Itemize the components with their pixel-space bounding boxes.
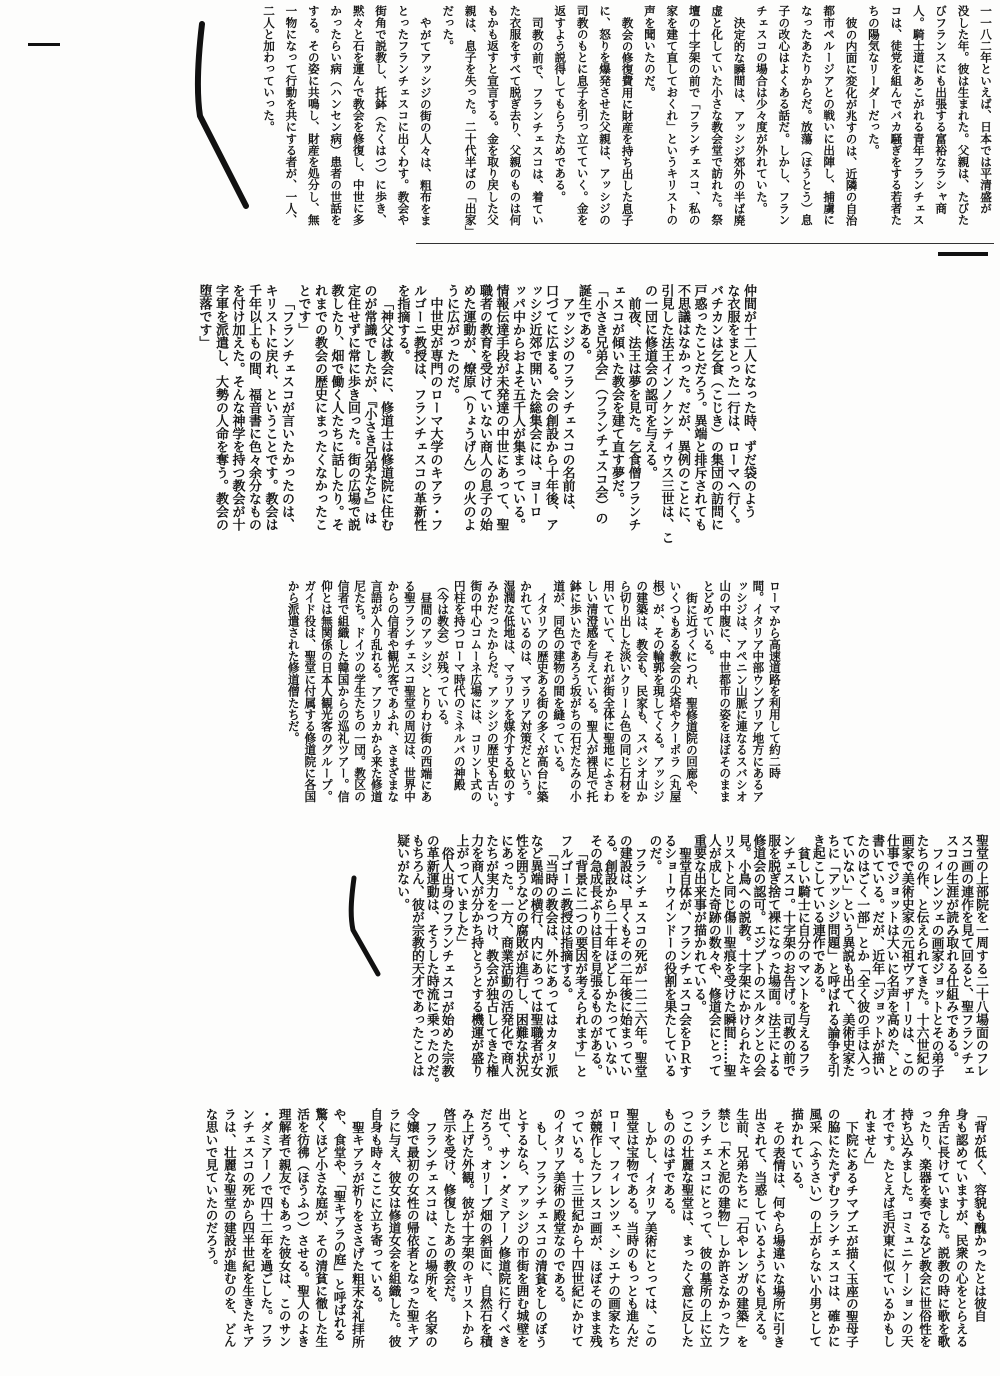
text-column: もののはずである。 (660, 1108, 676, 1222)
dash-mark (938, 252, 988, 256)
text-column: ちに「アッシジ問題」と呼ばれる論争を引 (824, 834, 840, 1078)
text-column: たちが実力をつけ、教会が独占してきた権 (483, 834, 499, 1078)
text-column: 一一八二年といえば、日本では平清盛が (979, 5, 993, 214)
text-column: 「背景に二つの要因が考えられます」と (572, 846, 588, 1078)
article-block-top (257, 5, 997, 241)
text-column: 間。イタリア中部ウンブリア地方にあるア (751, 580, 766, 803)
text-column: ンチェスコの死から四半世紀を生きたキア (240, 1108, 256, 1348)
text-column: フルゴーニ教授は指摘する。 (557, 834, 573, 1001)
text-column: ら切り出した淡いクリーム色の同じ石材を (618, 580, 633, 803)
text-column: 人が成した奇跡の数々や、修道会にとって (705, 834, 721, 1078)
text-column: た衣服をすべて脱ぎ去り、父親のものは何 (508, 5, 523, 226)
text-column: 啓示を受け、修復したあの教会だ。 (441, 1108, 457, 1310)
text-column: 決定的な瞬間は、アッシジ郊外の半ば廃 (732, 16, 747, 226)
text-column: リストと同じ傷＝聖痕を受けた瞬間……聖 (720, 834, 736, 1078)
text-column: ローマ、フィレンツェ、シエナの画家たち (606, 1108, 622, 1348)
dash-mark (28, 43, 60, 46)
text-column: など異端の横行、内にあっては聖職者が女 (527, 834, 543, 1078)
text-column: 司教の前で、フランチェスコは、着てい (530, 16, 545, 226)
text-column: ランチェスコにとって、彼の墓所の上に立 (697, 1108, 713, 1348)
text-column: る聖フランチェスコ聖堂の周辺は、世界中 (402, 580, 417, 803)
paragraph (646, 834, 691, 1096)
text-column: 描かれている。 (789, 1108, 805, 1197)
paragraph (294, 284, 393, 554)
text-column: 街角で説教し、托鉢（たくはつ）に歩き、 (374, 5, 389, 226)
text-column: やがてアッシジの街の人々は、粗布をま (418, 16, 433, 226)
text-column: しかし、イタリア美術にとっては、この (642, 1120, 658, 1348)
text-column: 自身も時々ここに立ち寄っている。 (368, 1108, 384, 1310)
text-column: 円柱を持つローマ時代のミネルバの神殿 (452, 580, 467, 791)
text-column: 誕生である。 (576, 284, 591, 362)
text-column: 「背が低く、容貌も醜かったとは彼自 (972, 1108, 987, 1323)
text-column: とするなら、アッシジの市街を囲む城壁を (514, 1108, 530, 1348)
text-column: もし、フランチェスコの清貧をしのぼう (532, 1120, 548, 1348)
paragraph (751, 5, 863, 241)
paragraph (942, 834, 987, 1096)
text-column: の一団に修道会の認可を与える。 (642, 284, 657, 479)
text-column: 画家で美術史家の元祖ヴァザーリは、この (898, 834, 914, 1078)
text-column: もちろん、彼が宗教的天才であったことは (408, 834, 424, 1078)
paragraph (201, 1108, 366, 1370)
text-column: 言語が入り乱れる。アフリカから来た修道 (369, 580, 384, 803)
text-column: 風采（ふうさい）の上がらない小男として (807, 1108, 823, 1348)
text-column: 声を聞いたのだ。 (642, 5, 657, 98)
text-column: 貧しい騎士に自分のマントを与えるフラ (794, 846, 810, 1078)
text-column: だった。 (441, 5, 456, 52)
text-column: 都市ペルージアとの戦いに出陣し、捕虜に (822, 5, 837, 226)
paragraph (639, 5, 751, 241)
text-column: 教したり、畑で働く人たちに話したり。そ (328, 284, 344, 531)
text-column: その表情は、何やら場違いな場所に引き (770, 1120, 786, 1348)
text-column: 禁じ「木と泥の建物」しか許さなかったフ (715, 1108, 731, 1348)
text-column: っている。十三世紀から十四世紀にかけて (569, 1108, 585, 1348)
text-column: 司教のもとに息子を引っ立てていく。金を (575, 5, 590, 226)
text-column: アッシジのフランチェスコの名前は、 (559, 297, 575, 518)
paragraph (453, 834, 557, 1096)
text-column: 書いている。だが、近年「ジョットが描い (869, 834, 885, 1078)
text-column: 壇の十字架の前で「フランチェスコ、私の (687, 5, 702, 226)
text-column: ルゴーニ教授は、フランチェスコの革新性 (411, 284, 426, 531)
paragraph (549, 1108, 659, 1370)
text-column: るショーウインドーの役割を果たしている (661, 834, 677, 1078)
text-column: びフランスにも出張する富裕なラシャ商 (934, 5, 949, 214)
text-column: フランチェスコは、この場所を、名家の (423, 1120, 439, 1348)
text-column: その急成長ぶりは目を見張るものがある。 (587, 834, 603, 1078)
text-column: 人。騎士道にあこがれる青年フランチェス (911, 5, 926, 226)
text-column: いくつもある教会の尖塔やクーポラ（丸屋 (668, 580, 683, 803)
text-column: 一物になって行動を共にする者が、一人、 (284, 5, 299, 226)
text-column: ッシジは、アペニン山脈に連なるスバシオ (734, 580, 749, 803)
text-column: ちの陽気なリーダーだった。 (866, 5, 881, 156)
text-column: 職者の教育を受けていない商人の息子の始 (477, 284, 492, 531)
text-column: キリストに戻れ、ということです。教会は (262, 284, 278, 531)
text-column: だろう。オリーブ畑の斜面に、自然石を積 (477, 1108, 493, 1348)
paragraph (393, 284, 443, 554)
text-column: 根）が、その輪郭を現してくる。アッシジ (651, 580, 666, 803)
text-column: かったらい病（ハンセン病）患者の世話を (329, 5, 344, 226)
text-column: する。その姿に共鳴し、財産を処分し、無 (306, 5, 321, 226)
text-column: 修道会の認可。エジプトのスルタンとの会 (750, 834, 766, 1078)
text-column: 教会の修復費用に財産を持ち出した息子 (620, 16, 635, 226)
paragraph (435, 580, 551, 820)
article-block-bottom (201, 1108, 988, 1370)
text-column: ッパ中からおよそ五千人が集まっている。 (510, 284, 525, 531)
text-column: かれているのは、マラリア対策だという。 (519, 580, 534, 803)
text-column: 「小さき兄弟会」（フランチェスコ会）の (592, 284, 608, 525)
paragraph (437, 5, 549, 241)
text-column: たのはごく一部」とか「全く彼の手は入っ (854, 834, 870, 1078)
text-column: る。創設から二十年ほどしかたっていない (601, 834, 617, 1078)
text-column: なったあたりからだ。放蕩（ほうとう）息 (799, 5, 814, 226)
text-column: 引見した法王インノケンティウス三世は、こ (658, 284, 674, 544)
text-column: みかだったからだ。アッシジの歴史も古い。 (485, 580, 500, 814)
text-column: スコの生涯が読み取れる仕組みである。 (943, 834, 959, 1065)
text-column: （今は教会）が残っている。 (436, 580, 451, 733)
text-column: 性を囲うなどの腐敗が進行し、困難な状況 (512, 834, 528, 1078)
text-column: 仰とは無関係の日本人観光客のグループ。 (319, 580, 334, 803)
text-column: 戸惑ったことだろう。異端と排斥されても (691, 284, 707, 531)
text-column: 仕事でジョットは大いに名声を高めた、と (883, 834, 899, 1078)
paragraph (641, 284, 757, 554)
text-column: から派遣された修道僧たちだ。 (286, 580, 301, 744)
text-column: 没した年。彼は生まれた。父親は、たびた (956, 5, 971, 226)
text-column: み上げた外観。彼が十字架のキリストから (459, 1108, 475, 1348)
text-column: のが常識でしたが、『小さき兄弟たち』は (361, 284, 377, 525)
text-column: 定住せずに常に歩き回った。街の広場で説 (345, 284, 360, 531)
text-column: バチカンは乞食（こじき）の集団の訪問に (708, 284, 723, 531)
text-column: 疑いがない。 (394, 834, 410, 911)
section-bracket-icon (340, 872, 385, 980)
text-column: 口づてに広まる。会の創設から十年後、ア (543, 284, 558, 531)
text-column: 湿潤な低地は、マラリアを媒介する蚊のす (502, 580, 517, 803)
text-column: 情報伝達手段が未発達の中世にあって、聖 (493, 284, 509, 531)
text-column: 服を脱ぎ捨て裸になった場面。法王による (765, 834, 781, 1078)
text-column: 弁舌に長けていました。説教の時に歌を歌 (935, 1108, 951, 1348)
paragraph (690, 834, 809, 1096)
paragraph (258, 5, 437, 241)
text-column: のイタリア美術の殿堂なのである。 (551, 1108, 567, 1310)
text-column: チェスコの場合は少々度が外れていた。 (754, 5, 769, 214)
text-column: 堕落です」 (196, 284, 212, 349)
text-column: ッシジ近郊で開いた総集会には、ヨーロ (526, 284, 542, 518)
text-column: めた運動が、燎原（りょうげん）の火のよ (460, 284, 476, 531)
text-column: うに広がったのだ。 (444, 284, 459, 401)
text-column: 身も認めていますが、民衆の心をとらえる (953, 1108, 969, 1348)
text-column: 見。小鳥への説教。十字架にかけられたキ (735, 834, 751, 1078)
text-column: が競作したフレスコ画が、ほぼそのまま残 (587, 1108, 603, 1348)
text-column: 彼の内面に変化が兆すのは、近隣の自治 (844, 16, 859, 226)
text-column: 活を彷彿（ほうふつ）させる。聖人のよき (295, 1108, 311, 1348)
text-column: からの信者や観光客であふれ、さまざまな (386, 580, 401, 803)
paragraph (285, 580, 434, 820)
text-column: イタリアの歴史ある街の多くが高台に築 (535, 591, 550, 803)
text-column: とどめている。 (701, 580, 716, 662)
text-column: な思いで見ていたのだろう。 (203, 1108, 219, 1272)
article-block-second (195, 284, 756, 554)
text-column: 聖堂自体が、フランチェスコ会をＰＲす (676, 846, 692, 1078)
text-column: ェスコが傾いた教会を建て直す夢だ。 (609, 284, 624, 505)
column-rule (416, 243, 994, 244)
paragraph (195, 284, 294, 554)
text-column: 理解者で親友でもあった彼女は、このサン (276, 1108, 292, 1348)
text-column: 驚くほど小さな庭が、その清貧に徹した生 (313, 1108, 329, 1348)
paragraph (860, 1108, 988, 1370)
text-column: 虚と化していた小さな教会堂で訪れた。祭 (710, 5, 725, 226)
text-column: 千年以上もの間、福音書に色々余分なもの (246, 284, 261, 531)
text-column: ったり、楽器を奏でるなど教会に世俗性を (917, 1108, 933, 1348)
text-column: 聖堂は宝物である。当時のもっとも進んだ (624, 1108, 640, 1348)
text-column: 「当時の教会は、外にあってはカタリ派 (542, 846, 558, 1078)
text-column: 子の改心はよくある話だ。しかし、フラン (777, 5, 792, 226)
text-column: ガイド役は、聖堂に付属する修道院に各国 (303, 580, 318, 803)
paragraph (809, 834, 943, 1096)
text-column: とったフランチェスコに出くわす。教会や (396, 5, 411, 226)
paragraph (393, 834, 452, 1096)
text-column: もかも返すと宣言する。金を取り戻した父 (486, 5, 501, 226)
text-column: 下院にあるチマブエが描く玉座の聖母子 (843, 1120, 859, 1348)
text-column: フランチェスコの死が一二二六年。聖堂 (631, 846, 647, 1078)
text-column: のだ。 (646, 834, 662, 873)
text-column: 道が、同色の建物の間を縫っている。 (552, 580, 567, 779)
text-column: 用いていて、それが街全体に聖地にふさわ (602, 580, 617, 803)
text-column: 中世史が専門のローマ大学のキアラ・フ (427, 297, 443, 531)
text-column: の革新運動は、そうした時流に乗ったのだ。 (423, 834, 439, 1090)
text-column: つこの壮麗な聖堂は、まったく意に反した (679, 1108, 695, 1348)
text-column: 令嬢で最初の女性の帰依者となった聖キア (404, 1108, 420, 1348)
text-column: フィレンツェの画家ジョットとその弟子 (928, 846, 944, 1078)
paragraph (863, 5, 997, 241)
text-column: 二人と加わっていった。 (262, 5, 276, 133)
text-column: 返すよう説得してもらうためである。 (553, 5, 568, 203)
text-column: を付け加えた。そんな神学を持つ教会が十 (229, 284, 245, 531)
article-block-fourth (393, 834, 987, 1096)
paragraph (787, 1108, 860, 1370)
text-column: を指摘する。 (394, 284, 410, 362)
text-column: ラは、壮麗な聖堂の建設が進むのを、どん (221, 1108, 237, 1348)
text-column: の脇にたたずむフランチェスコは、確かに (825, 1108, 841, 1348)
headline-bracket-icon (180, 18, 255, 218)
text-column: 黙々と石を運んで教会を修復し、中世に多 (351, 5, 366, 226)
text-column: 「神父は教会に、修道士は修道院に住む (378, 297, 393, 531)
text-column: 「フランチェスコが言いたかったのは、 (279, 297, 294, 531)
text-column: 親は、息子を失った。二十代半ばの「出家」 (463, 5, 478, 237)
paragraph (443, 284, 575, 554)
paragraph (366, 1108, 439, 1370)
text-column: しい清澄感を与えている。聖人が裸足で托 (585, 580, 600, 803)
paragraph (659, 1108, 787, 1370)
text-column: 出されて、当惑しているようにも見える。 (752, 1108, 768, 1348)
text-column: 尼たち。ドイツの学生たちの一団。教区の (353, 580, 368, 803)
text-column: れまでの教会の歴史にまったくなかったこ (312, 284, 327, 531)
text-column: たちの作、と伝えられてきた。十六世紀の (913, 834, 929, 1078)
text-column: とです」 (295, 284, 311, 336)
text-column: スコ画の連作を見て回ると、聖フランチェ (958, 834, 974, 1078)
paragraph (700, 580, 783, 820)
text-column: 上がっていました」 (453, 834, 469, 950)
text-column: ていない」という異説も出て、美術史家た (839, 834, 855, 1078)
text-column: 俗人出身のフランチェスコが始めた宗教 (438, 846, 454, 1078)
text-column: 前夜、法王は夢を見た。乞食僧フランチ (625, 297, 641, 531)
text-column: 街の中心コムーネ広場には、コリント式の (469, 580, 484, 803)
text-column: ・ダミアーノで四十二年を過ごした。フラ (258, 1108, 274, 1348)
paragraph (551, 580, 700, 820)
article-block-third (285, 580, 783, 820)
text-column: 才です。たとえば毛沢東に似ているかもし (880, 1108, 896, 1348)
paragraph (439, 1108, 549, 1370)
text-column: ローマから高速道路を利用して約二時 (768, 580, 782, 779)
text-column: 仲間が十二人になった時、ずだ袋のよう (741, 284, 756, 518)
text-column: 昼間のアッシジ、とりわけ街の西端にあ (419, 591, 434, 803)
paragraph (557, 834, 587, 1096)
paragraph (586, 834, 645, 1096)
text-column: な衣服をまとった一行は、ローマへ行く。 (724, 284, 740, 531)
text-column: の建設は、早くもその二年後に始まってい (616, 834, 632, 1078)
paragraph (549, 5, 639, 241)
text-column: 聖キアラが祈りをささげた粗末な礼拝所 (349, 1120, 365, 1348)
text-column: き起こしている連作である。 (809, 834, 825, 1001)
text-column: 信者で組織した韓国からの巡礼ツアー。信 (336, 580, 351, 803)
text-column: 字軍を派遣し、大勢の人命を奪う。教会の (213, 284, 228, 531)
text-column: 持ち込みました。コミュニケーションの天 (898, 1108, 914, 1348)
text-column: にあった。一方、商業活動の活発化で商人 (498, 834, 513, 1078)
text-column: 街に近づくにつれ、聖修道院の回廊や、 (685, 591, 700, 803)
text-column: 聖堂の上部院を一周する二十八場面のフレ (973, 834, 988, 1078)
text-column: 不思議はなかった。だが、異例のことに、 (675, 284, 690, 531)
text-column: の建築は、教会も、民家も、スバシオ山か (635, 580, 650, 803)
paragraph (575, 284, 641, 554)
text-column: 出て、サン・ダミアーノ修道院に行くべき (496, 1108, 512, 1348)
text-column: ンチェスコ。十字架のお告げ。司教の前で (780, 834, 796, 1078)
text-column: 生前、兄弟たちに「石やレンガの建築」を (734, 1108, 750, 1348)
text-column: や、食堂や、「聖キアラの庭」と呼ばれる (331, 1108, 347, 1342)
text-column: れません」 (862, 1108, 878, 1171)
text-column: 重要な出来事が描かれている。 (690, 834, 706, 1014)
text-column: 鉢に歩いたであろう坂がちの石だたみの小 (568, 580, 583, 803)
text-column: ラに与え、彼女は修道女会を組織した。彼 (386, 1108, 402, 1348)
text-column: に、怒りを爆発させた父親は、アッシジの (598, 5, 613, 226)
text-column: 家を建て直しておくれ」というキリストの (665, 5, 680, 226)
text-column: 山の中腹に、中世都市の姿をほぼそのまま (718, 580, 733, 803)
text-column: 力を商人が分かち持とうとする機運が盛り (468, 834, 484, 1078)
text-column: コは、徒党を組んでバカ騒ぎをする若者た (889, 5, 904, 226)
